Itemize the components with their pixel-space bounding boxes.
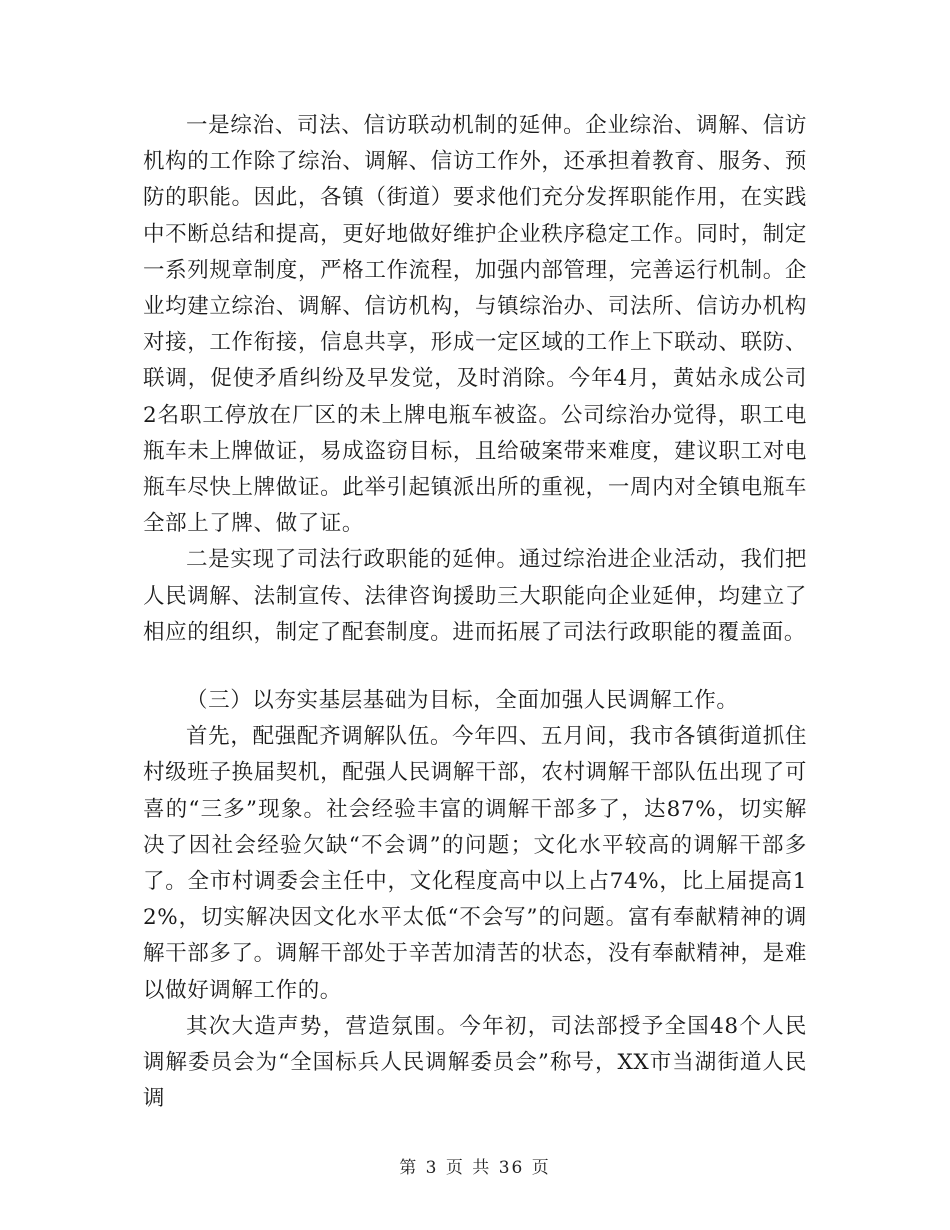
section-spacer (143, 651, 807, 683)
paragraph-judicial-extension: 二是实现了司法行政职能的延伸。通过综治进企业活动，我们把人民调解、法制宣传、法律咨询援助三大职能向企业延伸，均建立了相应的组织，制定了配套制度。进而拓展了司法行政职能的覆盖面。 (143, 547, 807, 645)
paragraph-publicity: 其次大造声势，营造氛围。今年初，司法部授予全国48个人民调解委员会为“全国标兵人民调解委员会”称号，XX市当湖街道人民调 (143, 1013, 807, 1112)
document-body (143, 108, 807, 1117)
paragraph-linkage-mechanism: 一是综治、司法、信访联动机制的延伸。企业综治、调解、信访机构的工作除了综治、调解、信访工作外，还承担着教育、服务、预防的职能。因此，各镇（街道）要求他们充分发挥职能作用，在实践中不断总结和提高，更好地做好维护企业秩序稳定工作。同时，制定一系列规章制度，严格工作流程，加强内部管理，完善运行机制。企业均建立综治、调解、信访机构，与镇综治办、司法所、信访办机构对接，工作衔接，信息共享，形成一定区域的工作上下联动、联防、联调，促使矛盾纠纷及早发觉，及时消除。今年4月，黄姑永成公司2名职工停放在厂区的未上牌电瓶车被盗。公司综治办觉得，职工电瓶车未上牌做证，易成盗窃目标，且给破案带来难度，建议职工对电瓶车尽快上牌做证。此举引起镇派出所的重视，一周内对全镇电瓶车全部上了牌、做了证。 (143, 113, 807, 537)
page-number-footer: 第 3 页 共 36 页 (399, 1158, 551, 1178)
paragraph-mediation-team: 首先，配强配齐调解队伍。今年四、五月间，我市各镇街道抓住村级班子换届契机，配强人民调解干部，农村调解干部队伍出现了可喜的“三多”现象。社会经验丰富的调解干部多了，达87%，切实解决了因社会经验欠缺“不会调”的问题；文化水平较高的调解干部多了。全市村调委会主任中，文化程度高中以上占74%，比上届提高12%，切实解决因文化水平太低“不会写”的问题。富有奉献精神的调解干部多了。调解干部处于辛苦加清苦的状态，没有奉献精神，是难以做好调解工作的。 (143, 724, 807, 1003)
section-heading: （三）以夯实基层基础为目标，全面加强人民调解工作。 (186, 688, 739, 714)
